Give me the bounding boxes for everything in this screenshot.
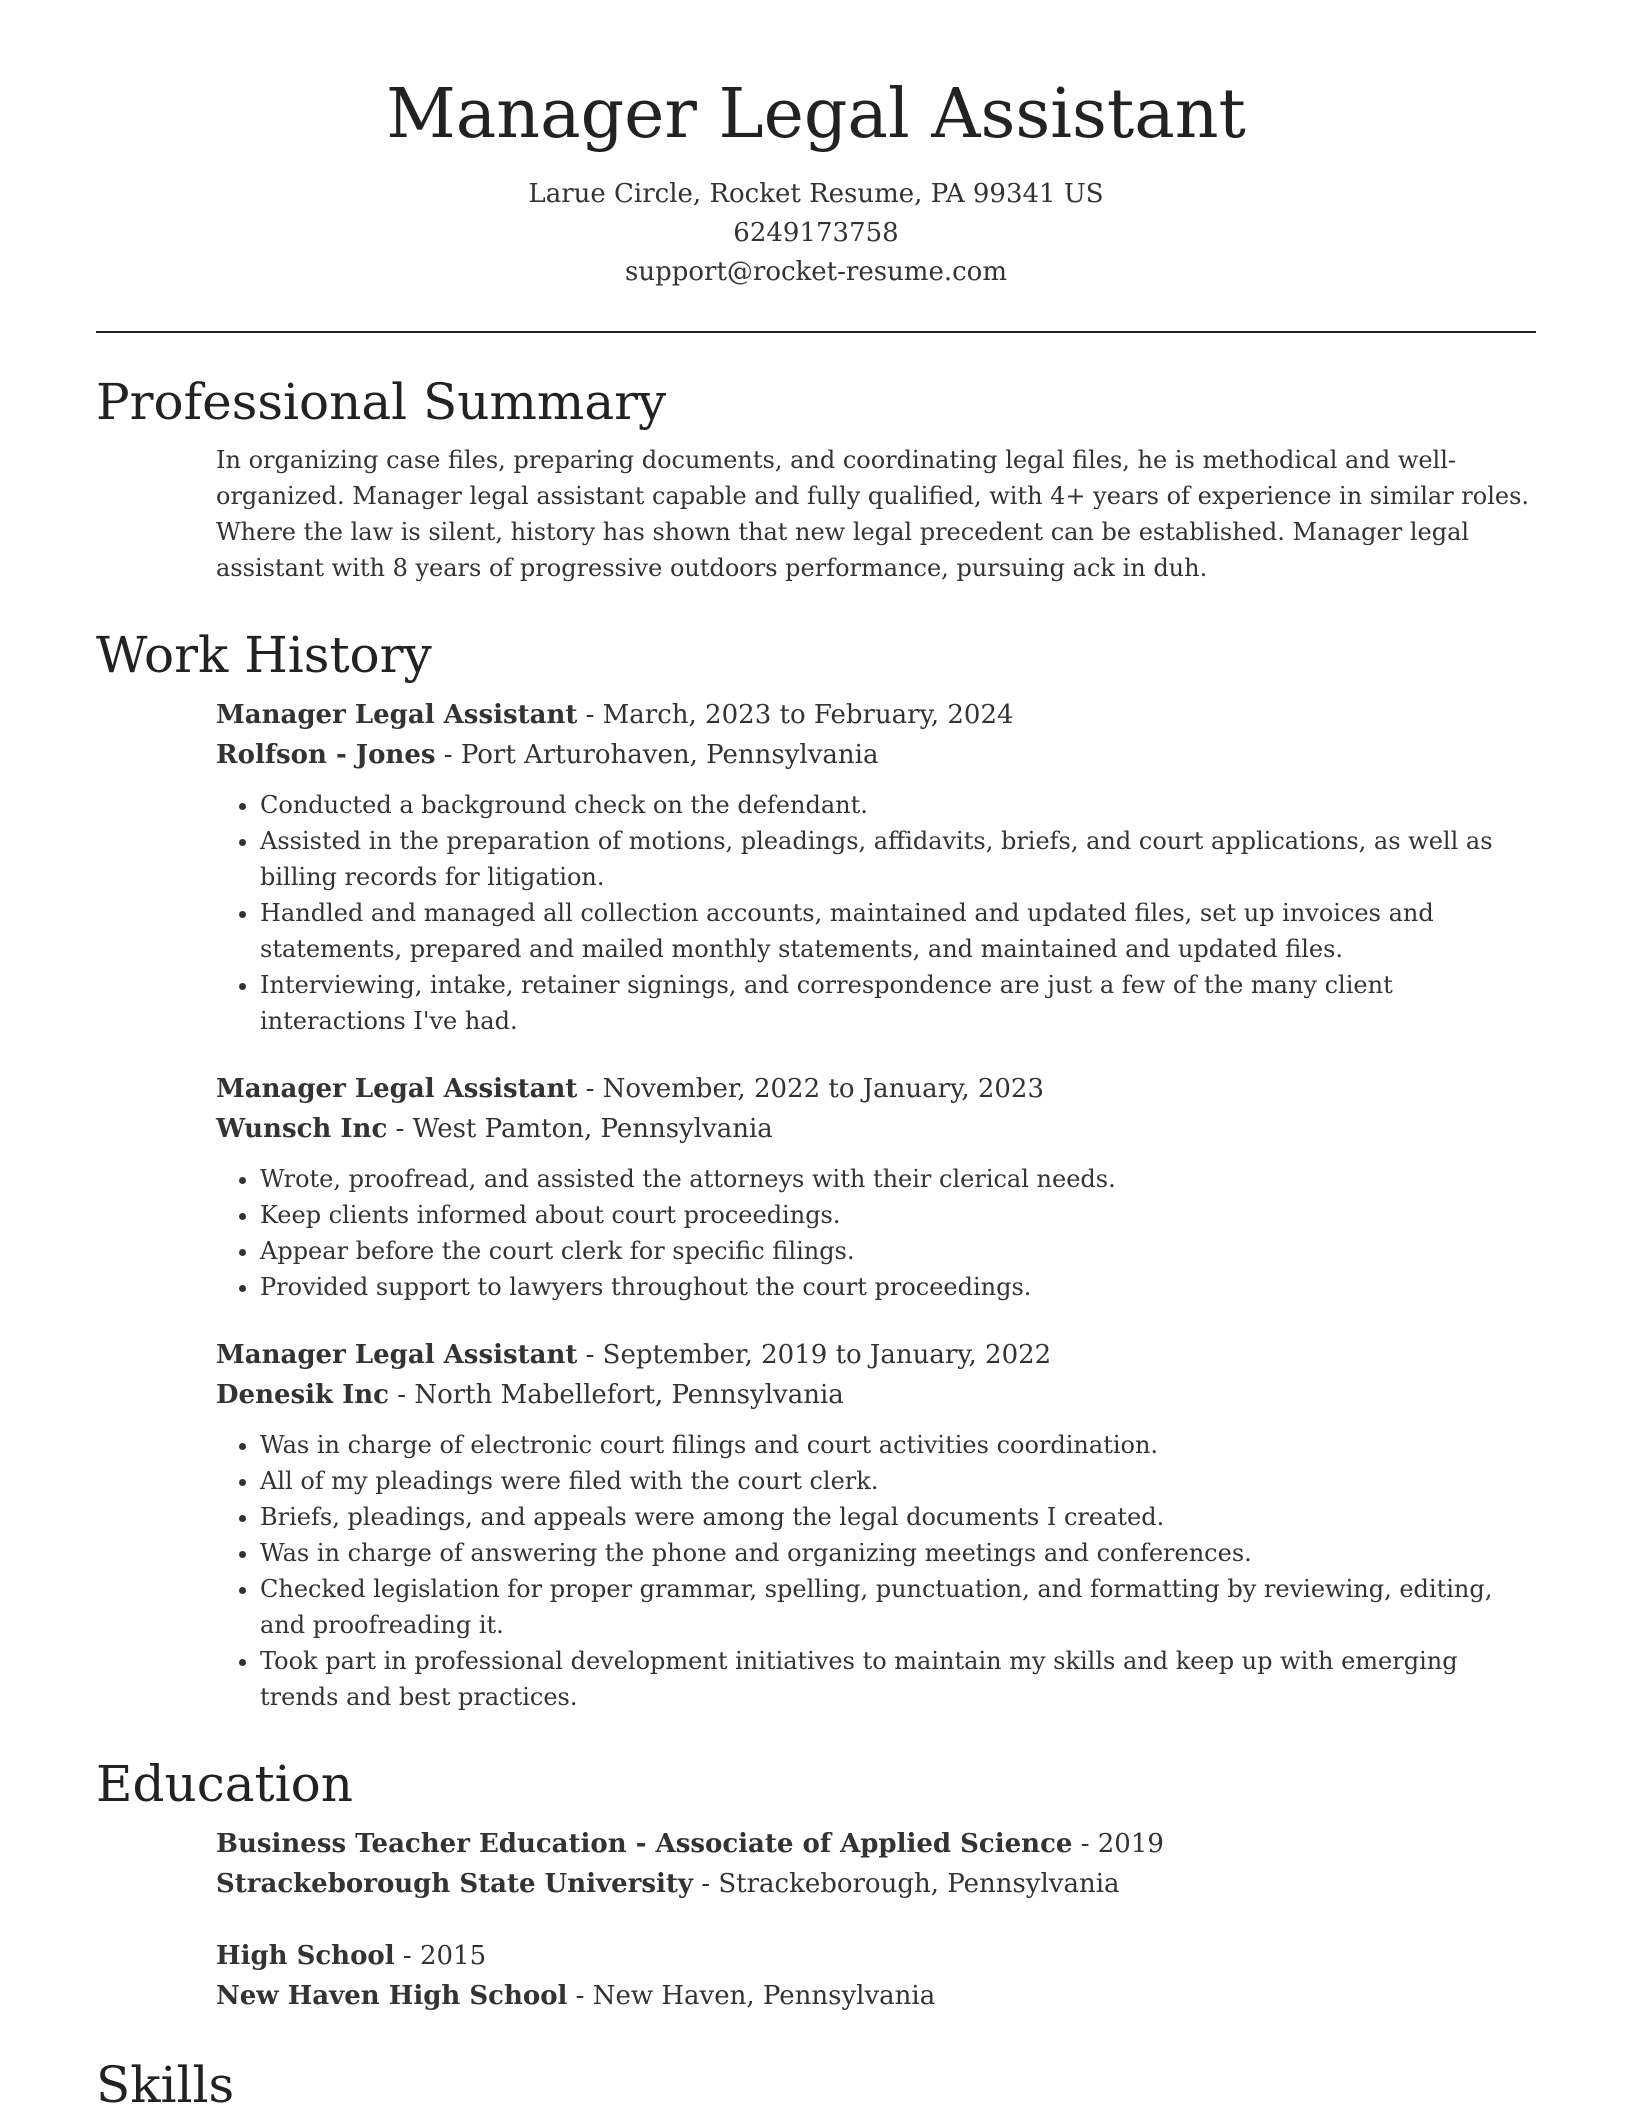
list-item: • Provided support to lawyers throughout the court proceedings. [260,1269,1536,1305]
phone: 6249173758 [733,217,899,248]
list-item: • Appear before the court clerk for specific filings. [260,1233,1536,1269]
list-item: • Conducted a background check on the defendant. [260,787,1536,823]
list-item: • Wrote, proofread, and assisted the attorneys with their clerical needs. [260,1161,1536,1197]
list-item: • Was in charge of electronic court filings and court activities coordination. [260,1427,1536,1463]
resume-header [96,0,1536,292]
job-entry [216,1335,1536,1715]
list-item: • All of my pleadings were filed with the court clerk. [260,1463,1536,1499]
summary-text: In organizing case files, preparing documents, and coordinating legal files, he is methodical and well-organized. Manager legal assistant capable and fully qualified, with 4+ years of experience in similar roles. Where the law is silent, history has shown that new legal precedent can be established. Manager legal assistant with 8 years of progressive outdoors performance, pursuing ack in duh. [216,445,1530,582]
job-location: - North Mabellefort, Pennsylvania [389,1379,844,1410]
job-company-line [216,1109,1536,1149]
candidate-name: Manager Legal Assistant [386,75,1246,154]
education-program: Business Teacher Education [216,1828,627,1859]
job-entry [216,695,1536,1039]
education-school-line [216,1976,1536,2016]
list-item: • Checked legislation for proper grammar, spelling, punctuation, and formatting by reviewing, editing, and proofreading it. [260,1571,1536,1643]
education-year: - 2015 [394,1940,487,1971]
email: support@rocket-resume.com [624,256,1007,287]
work-history-heading: Work History [96,625,432,684]
education-year: - 2019 [1072,1828,1164,1859]
address: Larue Circle, Rocket Resume, PA 99341 US [528,178,1104,209]
summary-section [216,442,1536,586]
list-item: • Keep clients informed about court proceedings. [260,1197,1536,1233]
list-item: • Was in charge of answering the phone and organizing meetings and conferences. [260,1535,1536,1571]
education-location: - New Haven, Pennsylvania [567,1980,936,2011]
job-company: Wunsch Inc [216,1113,388,1144]
job-bullets [216,1427,1536,1715]
job-company-line [216,735,1536,775]
job-title-line [216,1335,1536,1375]
education-school: Strackeborough State University [216,1868,693,1899]
education-section [216,1824,1536,2016]
job-dates: - November, 2022 to January, 2023 [577,1073,1045,1104]
list-item: • Handled and managed all collection accounts, maintained and updated files, set up invoices and statements, prepared and mailed monthly statements, and maintained and updated files. [260,895,1536,967]
job-dates: - September, 2019 to January, 2022 [577,1339,1052,1370]
list-item: • Interviewing, intake, retainer signings, and correspondence are just a few of the many client interactions I've had. [260,967,1536,1039]
education-entry [216,1824,1536,1904]
job-location: - Port Arturohaven, Pennsylvania [435,739,879,770]
job-role: Manager Legal Assistant [216,699,578,730]
job-title-line [216,695,1536,735]
job-role: Manager Legal Assistant [216,1073,578,1104]
work-history-section [216,695,1536,1715]
education-program-line [216,1824,1536,1864]
education-heading: Education [96,1754,353,1813]
list-item: • Assisted in the preparation of motions, pleadings, affidavits, briefs, and court applications, as well as billing records for litigation. [260,823,1536,895]
header-divider [96,331,1536,333]
job-dates: - March, 2023 to February, 2024 [577,699,1014,730]
skills-heading: Skills [96,2055,235,2114]
job-company: Denesik Inc [216,1379,390,1410]
job-bullets [216,787,1536,1039]
job-title-line [216,1069,1536,1109]
job-company: Rolfson - Jones [216,739,436,770]
education-school: New Haven High School [216,1980,568,2011]
education-program-line [216,1936,1536,1976]
job-entry [216,1069,1536,1305]
list-item: • Took part in professional development initiatives to maintain my skills and keep up with emerging trends and best practices. [260,1643,1536,1715]
education-school-line [216,1864,1536,1904]
job-company-line [216,1375,1536,1415]
education-program: High School [216,1940,395,1971]
education-entry [216,1936,1536,2016]
education-degree: - Associate of Applied Science [626,1828,1073,1859]
list-item: • Briefs, pleadings, and appeals were among the legal documents I created. [260,1499,1536,1535]
education-location: - Strackeborough, Pennsylvania [693,1868,1120,1899]
job-role: Manager Legal Assistant [216,1339,578,1370]
job-location: - West Pamton, Pennsylvania [387,1113,773,1144]
job-bullets [216,1161,1536,1305]
summary-heading: Professional Summary [96,372,667,431]
